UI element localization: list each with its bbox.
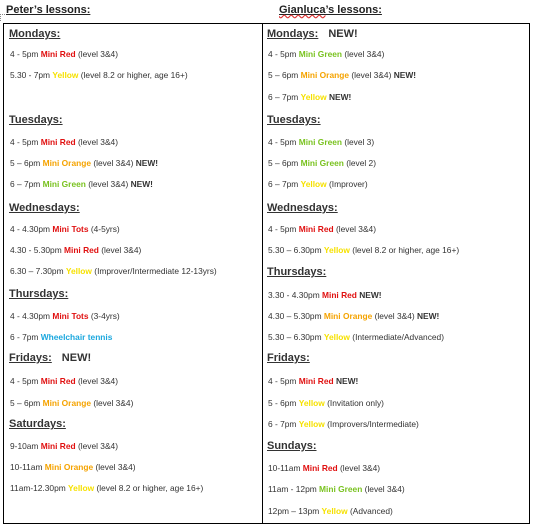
class-name: Mini Green <box>300 158 344 168</box>
time: 4 - 4.30pm <box>10 311 53 321</box>
class-name: Mini Red <box>298 376 334 386</box>
time: 4.30 - 5.30pm <box>10 245 65 255</box>
lesson-line <box>10 441 118 451</box>
time: 4 - 5pm <box>10 137 41 147</box>
time: 4.30 – 5.30pm <box>268 311 324 321</box>
details: (Invitation only) <box>324 398 384 408</box>
lesson-line <box>268 311 439 321</box>
day-heading-thursdays: Thursdays: <box>9 288 69 300</box>
details: (level 3&4) <box>75 376 118 386</box>
details: (level 3&4) <box>362 484 405 494</box>
time: 3.30 - 4.30pm <box>268 290 323 300</box>
details: (3-4yrs) <box>88 311 120 321</box>
class-name: Yellow <box>52 70 79 80</box>
details: (level 2) <box>343 158 376 168</box>
gianluca-column <box>263 24 529 523</box>
time: 5.30 – 6.30pm <box>268 332 324 342</box>
lesson-line <box>10 137 118 147</box>
details: (level 3&4) <box>342 49 385 59</box>
time: 5 – 6pm <box>268 70 301 80</box>
time: 4 - 5pm <box>268 49 299 59</box>
class-name: Mini Red <box>298 224 334 234</box>
details: (level 3) <box>342 137 375 147</box>
time: 11am - 12pm <box>268 484 320 494</box>
class-name: Mini Red <box>40 441 76 451</box>
time: 4 - 5pm <box>268 137 299 147</box>
details: (Improvers/Intermediate) <box>324 419 419 429</box>
details: (Intermediate/Advanced) <box>349 332 444 342</box>
class-name: Mini Red <box>40 376 76 386</box>
details: (Improver) <box>326 179 368 189</box>
new-badge: NEW! <box>393 70 417 80</box>
class-name: Mini Green <box>298 137 343 147</box>
class-name: Mini Orange <box>42 398 91 408</box>
details: (Advanced) <box>347 506 393 516</box>
day-heading-sundays: Sundays: <box>267 440 317 452</box>
details: (Improver/Intermediate 12-13yrs) <box>91 266 217 276</box>
details: (level 3&4) <box>93 462 136 472</box>
lesson-line <box>10 332 112 342</box>
lesson-line <box>268 70 416 80</box>
class-name: Mini Red <box>40 137 76 147</box>
class-name: Mini Red <box>64 245 99 255</box>
heading-suffix: ’s lessons: <box>325 4 382 16</box>
day-heading-mondays: Mondays: <box>9 28 61 40</box>
time: 6 - 7pm <box>10 332 41 342</box>
time: 5 – 6pm <box>268 158 301 168</box>
time: 4 - 5pm <box>10 49 41 59</box>
time: 4 - 5pm <box>268 376 299 386</box>
class-name: Mini Green <box>298 49 343 59</box>
lesson-line <box>268 224 376 234</box>
time: 4 - 4.30pm <box>10 224 53 234</box>
time: 10-11am <box>10 462 45 472</box>
class-name: Mini Orange <box>323 311 373 321</box>
class-name: Mini Tots <box>52 224 89 234</box>
details: (level 3&4) <box>91 398 134 408</box>
time: 6 – 7pm <box>10 179 43 189</box>
class-name: Yellow <box>65 266 92 276</box>
time: 5 – 6pm <box>10 398 43 408</box>
class-name: Yellow <box>68 483 95 493</box>
day-label: Mondays: <box>267 28 319 40</box>
lesson-line <box>10 376 118 386</box>
lesson-line <box>268 158 376 168</box>
new-badge: NEW! <box>328 28 358 40</box>
lesson-line <box>268 92 351 102</box>
class-name: Mini Green <box>319 484 363 494</box>
details: (level 3&4) <box>91 158 136 168</box>
new-badge: NEW! <box>329 92 352 102</box>
new-badge: NEW! <box>61 352 92 364</box>
lesson-line <box>10 483 203 493</box>
class-name: Yellow <box>298 419 325 429</box>
details: (level 3&4) <box>349 70 394 80</box>
class-name: Mini Orange <box>300 70 349 80</box>
time: 6 – 7pm <box>268 179 301 189</box>
lesson-line <box>268 49 384 59</box>
lesson-line <box>268 398 384 408</box>
class-name: Yellow <box>323 332 350 342</box>
time: 10-11am <box>268 463 303 473</box>
new-badge: NEW! <box>335 376 359 386</box>
time: 4 - 5pm <box>268 224 299 234</box>
lesson-line <box>268 137 374 147</box>
lesson-line <box>10 179 153 189</box>
class-name: Mini Red <box>322 290 357 300</box>
lesson-line <box>10 311 120 321</box>
day-heading-tuesdays: Tuesdays: <box>267 114 321 126</box>
details: (4-5yrs) <box>88 224 120 234</box>
class-name: Yellow <box>300 179 327 189</box>
lesson-line <box>268 332 444 342</box>
lesson-line <box>10 49 118 59</box>
lesson-line <box>10 266 217 276</box>
new-badge: NEW! <box>135 158 159 168</box>
time: 11am-12.30pm <box>10 483 69 493</box>
details: (level 8.2 or higher, age 16+) <box>78 70 188 80</box>
lesson-line <box>10 245 141 255</box>
lesson-line <box>268 179 368 189</box>
lesson-line <box>268 376 358 386</box>
class-name: Mini Red <box>302 463 338 473</box>
peters-lessons-heading: Peter’s lessons: <box>6 4 91 16</box>
lesson-line <box>268 463 380 473</box>
lesson-line <box>268 419 419 429</box>
class-name: Wheelchair tennis <box>40 332 113 342</box>
details: (level 3&4) <box>85 179 131 189</box>
details: (level 8.2 or higher, age 16+) <box>94 483 204 493</box>
details: (level 3&4) <box>337 463 381 473</box>
lesson-line <box>268 506 393 516</box>
day-heading-tuesdays: Tuesdays: <box>9 114 63 126</box>
lesson-line <box>268 245 459 255</box>
class-name: Mini Tots <box>52 311 89 321</box>
day-heading-wednesdays: Wednesdays: <box>267 202 338 214</box>
time: 4 - 5pm <box>10 376 41 386</box>
day-label: Fridays: <box>9 352 52 364</box>
spellcheck-word: Gianluca <box>279 4 326 16</box>
day-heading-thursdays: Thursdays: <box>267 266 327 278</box>
new-badge: NEW! <box>416 311 440 321</box>
time: 6.30 – 7.30pm <box>10 266 66 276</box>
gianlucas-lessons-heading <box>279 4 382 16</box>
class-name: Yellow <box>300 92 327 102</box>
day-heading-fridays <box>9 352 91 364</box>
lessons-table <box>3 23 530 524</box>
day-heading-mondays <box>267 28 358 40</box>
day-heading-saturdays: Saturdays: <box>9 418 66 430</box>
class-name: Yellow <box>321 506 348 516</box>
day-heading-fridays: Fridays: <box>267 352 310 364</box>
lesson-line <box>268 484 405 494</box>
class-name: Yellow <box>298 398 325 408</box>
time: 6 - 7pm <box>268 419 299 429</box>
lesson-line <box>10 224 120 234</box>
details: (level 3&4) <box>75 441 118 451</box>
lesson-line <box>10 462 136 472</box>
details: (level 3&4) <box>98 245 142 255</box>
new-badge: NEW! <box>359 290 382 300</box>
day-heading-wednesdays: Wednesdays: <box>9 202 80 214</box>
details: (level 8.2 or higher, age 16+) <box>349 245 460 255</box>
class-name: Mini Orange <box>42 158 91 168</box>
class-name: Mini Green <box>42 179 86 189</box>
new-badge: NEW! <box>130 179 153 189</box>
class-name: Yellow <box>323 245 350 255</box>
lesson-line <box>10 398 133 408</box>
peter-column <box>4 24 263 523</box>
details: (level 3&4) <box>75 137 118 147</box>
lesson-line <box>10 70 188 80</box>
time: 5.30 – 6.30pm <box>268 245 324 255</box>
time: 9-10am <box>10 441 41 451</box>
lesson-line <box>268 290 382 300</box>
time: 5 - 6pm <box>268 398 299 408</box>
lesson-line <box>10 158 158 168</box>
time: 5.30 - 7pm <box>10 70 53 80</box>
time: 5 – 6pm <box>10 158 43 168</box>
details: (level 3&4) <box>75 49 118 59</box>
time: 6 – 7pm <box>268 92 301 102</box>
details: (level 3&4) <box>333 224 376 234</box>
time: 12pm – 13pm <box>268 506 322 516</box>
details: (level 3&4) <box>372 311 417 321</box>
class-name: Mini Orange <box>44 462 94 472</box>
class-name: Mini Red <box>40 49 76 59</box>
